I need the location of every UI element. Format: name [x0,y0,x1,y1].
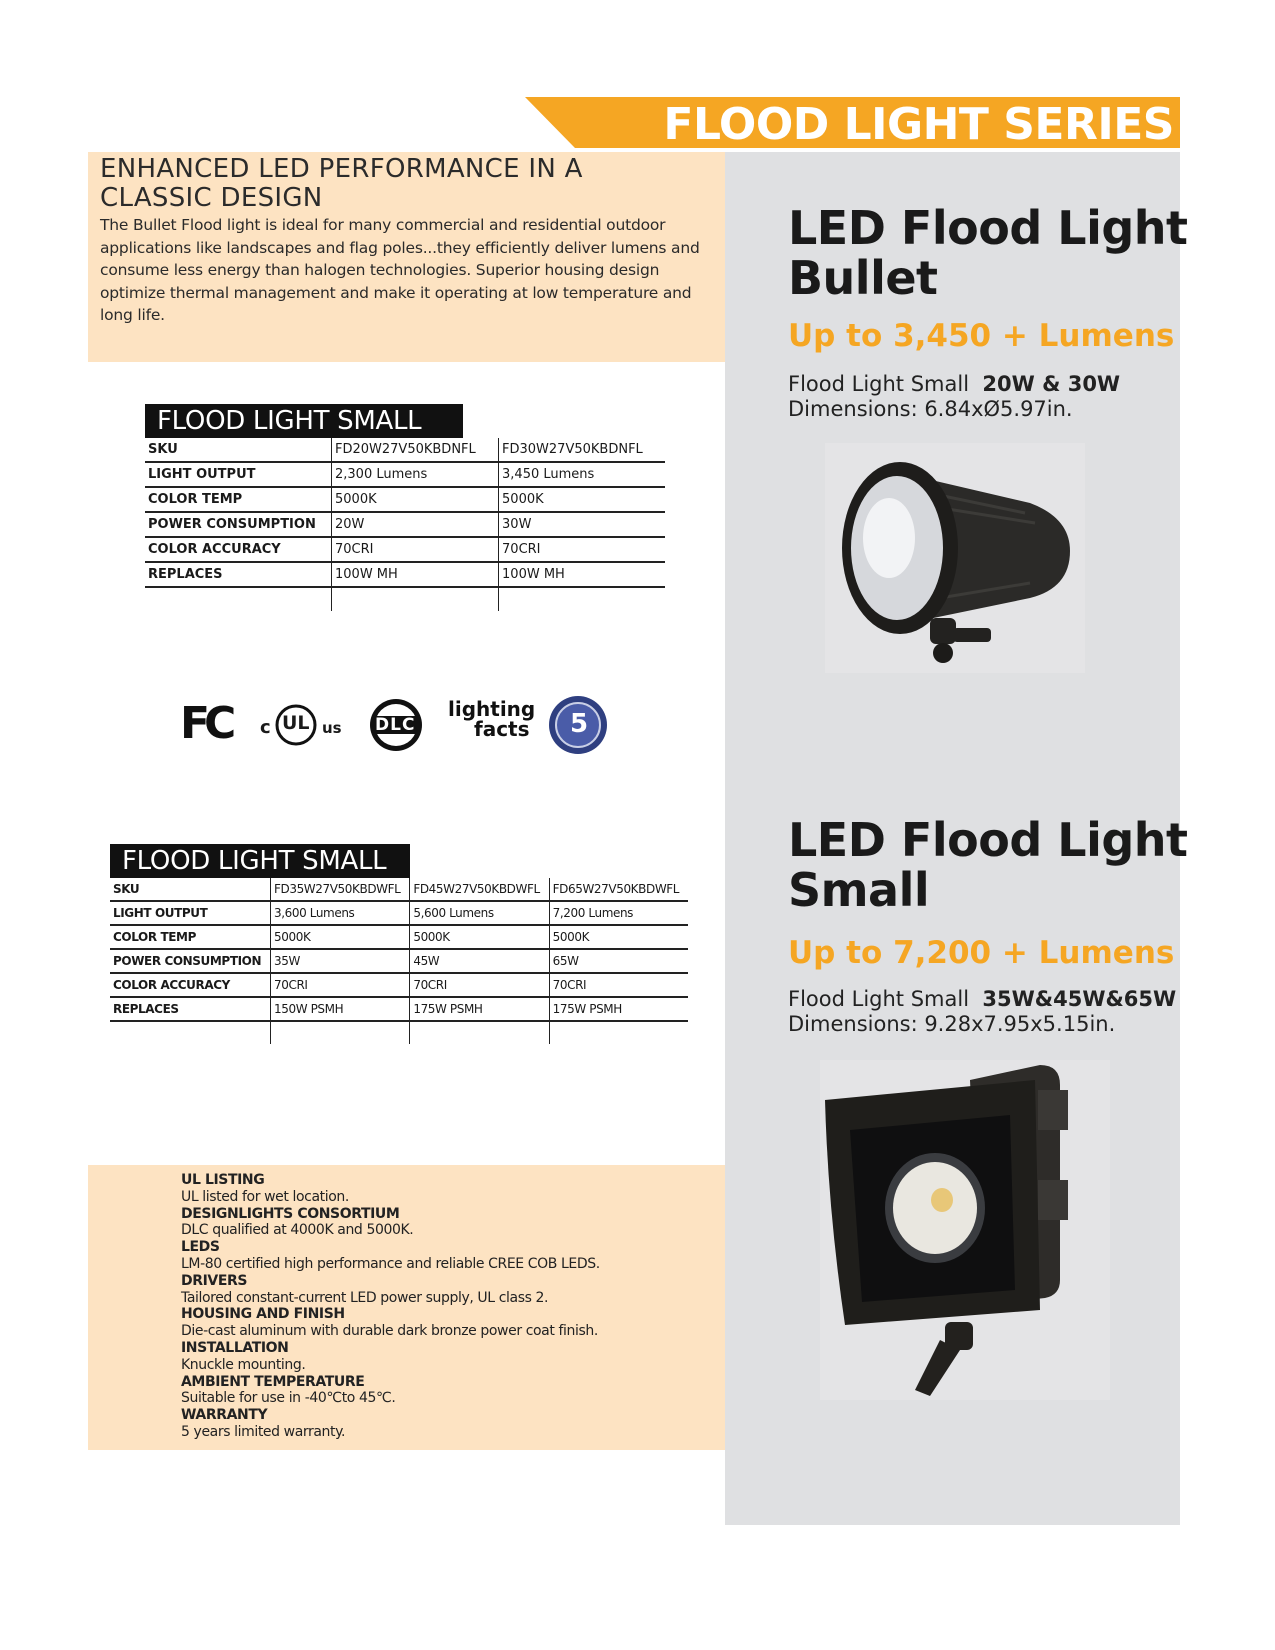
cell: 3,600 Lumens [271,901,410,925]
cell: 5,600 Lumens [410,901,549,925]
cell: 35W [271,949,410,973]
cell: 65W [549,949,688,973]
series-banner [525,97,1180,148]
cell [499,587,665,611]
note-heading: DESIGNLIGHTS CONSORTIUM [181,1205,400,1222]
row-label [110,1021,271,1044]
table-row [145,438,665,462]
table-row [145,562,665,587]
spec-table-small [110,844,688,1049]
fcc-logo: FC [180,698,231,749]
lighting-facts-line1: lighting [448,697,536,721]
product-title-line: Bullet [788,251,938,305]
product-model-small [788,987,1176,1011]
lighting-facts-line2: facts [474,717,530,741]
small-flood-light-icon [820,1060,1110,1400]
row-label: COLOR TEMP [110,925,271,949]
cell: FD35W27V50KBDWFL [271,878,410,901]
spec-notes-panel [88,1165,725,1450]
cell [332,587,499,611]
row-label: COLOR ACCURACY [110,973,271,997]
row-label: LIGHT OUTPUT [145,462,332,487]
cell: 100W MH [499,562,665,587]
cell: 30W [499,512,665,537]
note-heading: HOUSING AND FINISH [181,1306,345,1323]
warranty-years: 5 [570,709,589,739]
product-title-bullet [788,203,1188,303]
spec-notes-list [181,1172,701,1441]
note-heading: DRIVERS [181,1272,248,1289]
dlc-logo [368,697,424,753]
row-label: SKU [110,878,271,901]
table-row [145,587,665,611]
note-heading: AMBIENT TEMPERATURE [181,1373,365,1390]
table-row [145,512,665,537]
model-prefix: Flood Light Small [788,987,970,1011]
row-label: REPLACES [110,997,271,1021]
cell: 20W [332,512,499,537]
row-label: POWER CONSUMPTION [145,512,332,537]
table-row [110,949,688,973]
note-heading: LEDS [181,1239,220,1256]
row-label: POWER CONSUMPTION [110,949,271,973]
cell: 2,300 Lumens [332,462,499,487]
ul-c: c [260,717,271,738]
note-text: Suitable for use in -40℃to 45℃. [181,1390,396,1407]
spec-table-bullet [145,404,665,614]
note-heading: WARRANTY [181,1407,268,1424]
note-text: Knuckle mounting. [181,1356,306,1373]
cell: 7,200 Lumens [549,901,688,925]
cell: 70CRI [332,537,499,562]
cell: 5000K [499,487,665,512]
table-row [145,462,665,487]
product-lumens-small: Up to 7,200 + Lumens [788,935,1175,971]
note-text: 5 years limited warranty. [181,1423,346,1440]
cell [271,1021,410,1044]
spec-table [110,878,688,1044]
small-flood-light-image [820,1060,1110,1404]
note-text: LM-80 certified high performance and reliable CREE COB LEDS. [181,1255,600,1272]
model-watts: 35W&45W&65W [982,987,1177,1011]
product-title-line: LED Flood Light [788,813,1188,867]
cell [410,1021,549,1044]
table-title: FLOOD LIGHT SMALL [145,404,463,438]
cell: FD65W27V50KBDWFL [549,878,688,901]
row-label: LIGHT OUTPUT [110,901,271,925]
cell: FD45W27V50KBDWFL [410,878,549,901]
model-prefix: Flood Light Small [788,372,970,396]
product-lumens-bullet: Up to 3,450 + Lumens [788,318,1175,354]
product-title-line: LED Flood Light [788,201,1188,255]
product-title-line: Small [788,863,930,917]
ul-mark: UL [282,712,310,734]
certification-logos [180,695,620,755]
warranty-seal-logo [548,695,608,755]
cell: 5000K [549,925,688,949]
bullet-flood-light-image [825,443,1085,677]
row-label [145,587,332,611]
cell: 5000K [332,487,499,512]
intro-heading: ENHANCED LED PERFORMANCE IN A CLASSIC DESIGN [100,154,583,213]
ul-logo [260,703,352,747]
table-row [110,925,688,949]
note-text: Die-cast aluminum with durable dark bronze power coat finish. [181,1323,598,1340]
table-row [110,878,688,901]
row-label: REPLACES [145,562,332,587]
row-label: SKU [145,438,332,462]
cell: 70CRI [499,537,665,562]
cell: 70CRI [271,973,410,997]
cell: 5000K [410,925,549,949]
table-row [110,901,688,925]
cell: 70CRI [410,973,549,997]
cell: 45W [410,949,549,973]
table-row [145,487,665,512]
dlc-text: DLC [375,715,416,735]
cell: 150W PSMH [271,997,410,1021]
cell: 5000K [271,925,410,949]
cell: 70CRI [549,973,688,997]
cell: 100W MH [332,562,499,587]
product-dimensions-small: Dimensions: 9.28x7.95x5.15in. [788,1012,1116,1036]
cell: FD30W27V50KBDNFL [499,438,665,462]
ul-us: us [322,719,342,737]
spec-table [145,438,665,611]
cell: 3,450 Lumens [499,462,665,487]
table-row [110,1021,688,1044]
cell [549,1021,688,1044]
table-title: FLOOD LIGHT SMALL [110,844,410,878]
note-text: Tailored constant-current LED power supply, UL class 2. [181,1289,549,1306]
product-model-bullet [788,372,1120,396]
cell: 175W PSMH [410,997,549,1021]
note-text: UL listed for wet location. [181,1188,349,1205]
product-dimensions-bullet: Dimensions: 6.84xØ5.97in. [788,397,1073,421]
note-text: DLC qualified at 4000K and 5000K. [181,1222,414,1239]
bullet-light-icon [825,443,1085,673]
model-watts: 20W & 30W [982,372,1121,396]
product-title-small [788,815,1188,915]
lighting-facts-logo [448,697,536,751]
row-label: COLOR TEMP [145,487,332,512]
note-heading: INSTALLATION [181,1339,289,1356]
table-row [110,997,688,1021]
intro-body: The Bullet Flood light is ideal for many commercial and residential outdoor applications like landscapes and flag poles...they efficiently deliver lumens and consume less energy than halogen technologies. Superior housing design optimize thermal management and make it operating at low temperature and long life. [100,216,700,324]
table-row [110,973,688,997]
table-row [145,537,665,562]
cell: 175W PSMH [549,997,688,1021]
series-title: FLOOD LIGHT SERIES [663,99,1174,150]
row-label: COLOR ACCURACY [145,537,332,562]
intro-panel [88,152,725,362]
cell: FD20W27V50KBDNFL [332,438,499,462]
note-heading: UL LISTING [181,1172,265,1188]
